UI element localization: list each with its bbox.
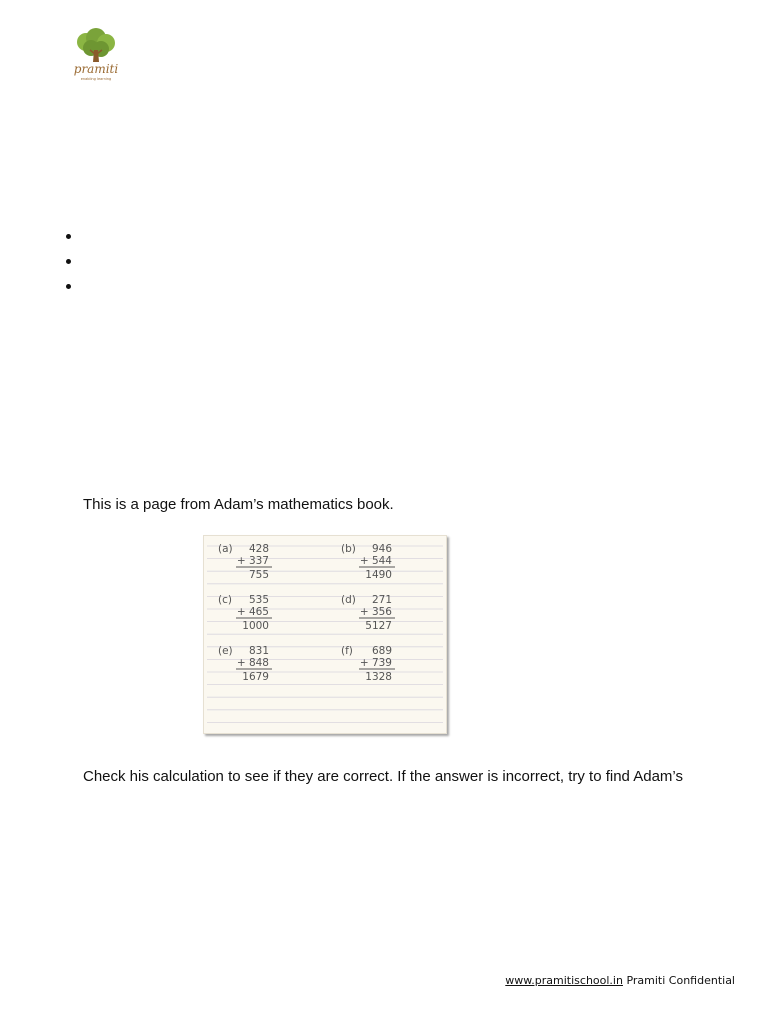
sum-answer: 1490: [365, 569, 392, 581]
bullet-icon: [66, 234, 71, 239]
intro-text: This is a page from Adam’s mathematics book.: [83, 496, 394, 513]
problem-label: (b): [341, 543, 356, 555]
footer-link[interactable]: www.pramitischool.in: [505, 974, 623, 987]
sum-problem: [341, 543, 395, 581]
addend-bottom: + 465: [236, 606, 269, 618]
sum-problem: [218, 594, 272, 632]
tree-icon: [64, 26, 128, 86]
sum-answer: 1328: [365, 671, 392, 683]
sum-problem: [218, 543, 272, 581]
addend-bottom: + 544: [359, 555, 392, 567]
addend-bottom: + 337: [236, 555, 269, 567]
sum-answer: 5127: [365, 620, 392, 632]
sum-problem: [341, 645, 395, 683]
addend-bottom: + 848: [236, 657, 269, 669]
sum-problem: [341, 594, 395, 632]
question-text: Check his calculation to see if they are correct. If the answer is incorrect, try to find Adam’s: [83, 768, 683, 785]
problem-label: (f): [341, 645, 353, 657]
footer: [505, 974, 735, 988]
addend-top: 271: [371, 594, 392, 606]
problem-label: (e): [218, 645, 233, 657]
addend-top: 535: [248, 594, 269, 606]
pramiti-logo: [64, 26, 128, 86]
bullet-icon: [66, 259, 71, 264]
addend-bottom: + 739: [359, 657, 392, 669]
addend-top: 831: [248, 645, 269, 657]
addend-top: 428: [248, 543, 269, 555]
footer-confidential: Pramiti Confidential: [622, 974, 735, 987]
logo-tagline: enabling learning: [80, 77, 112, 81]
addend-bottom: + 356: [359, 606, 392, 618]
bullet-icon: [66, 284, 71, 289]
sum-answer: 1679: [242, 671, 269, 683]
sum-problem: [218, 645, 272, 683]
problem-label: (d): [341, 594, 356, 606]
sum-answer: 1000: [242, 620, 269, 632]
math-book-image: [203, 535, 447, 734]
addend-top: 946: [371, 543, 392, 555]
problem-label: (c): [218, 594, 232, 606]
addend-top: 689: [371, 645, 392, 657]
logo-brand-text: pramiti: [73, 62, 119, 76]
sum-answer: 755: [248, 569, 269, 581]
problem-label: (a): [218, 543, 233, 555]
